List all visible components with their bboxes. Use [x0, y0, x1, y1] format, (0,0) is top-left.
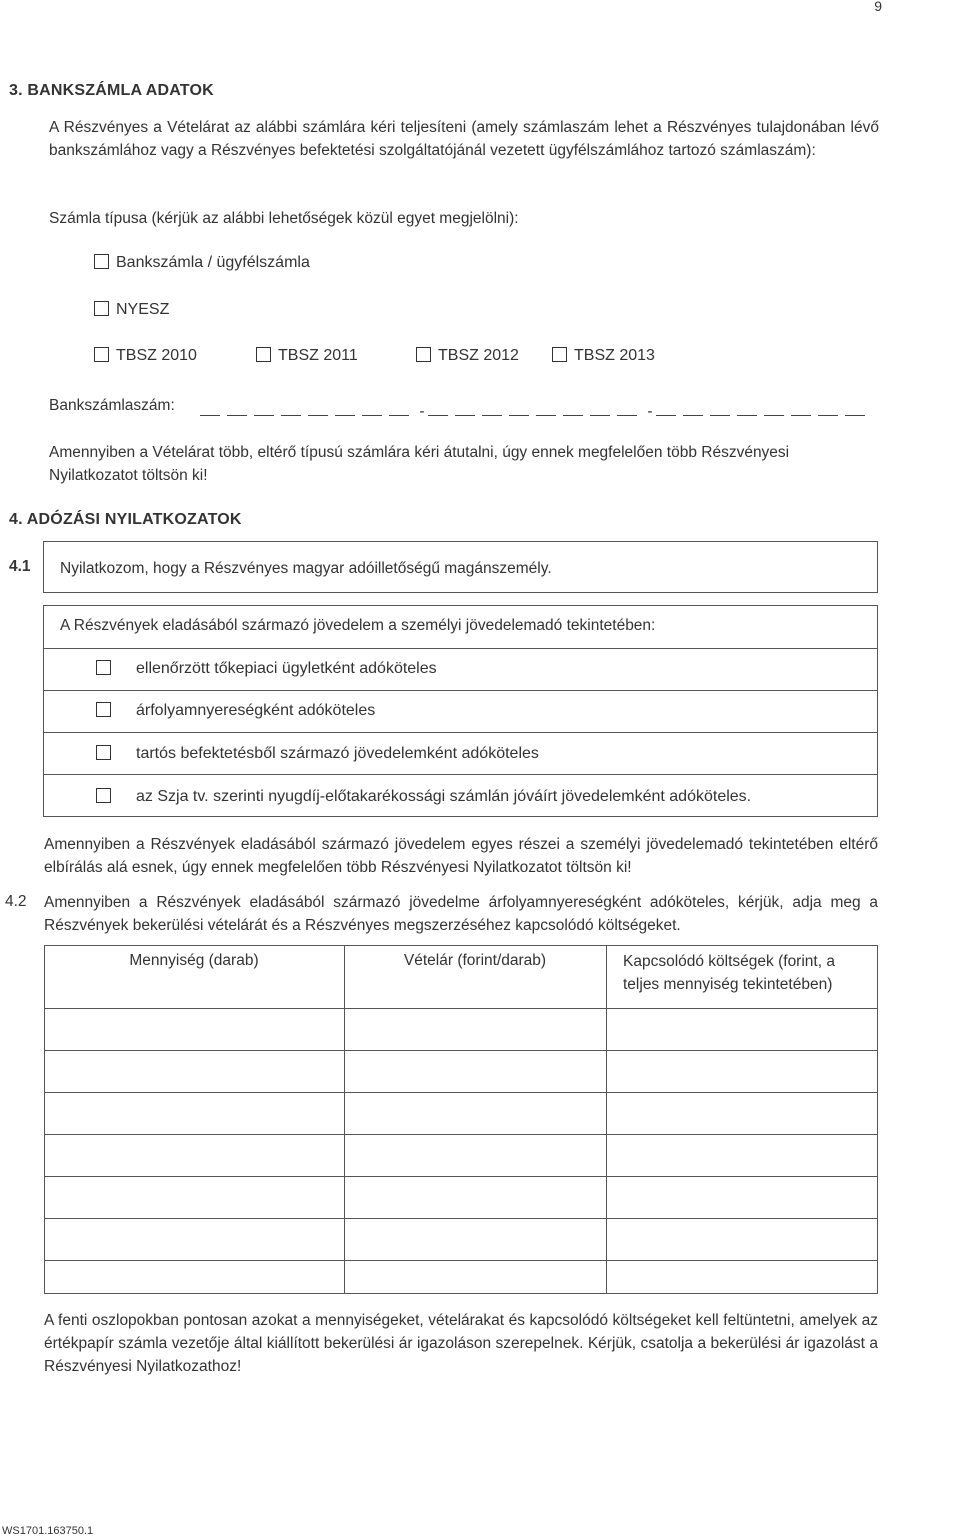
checkbox-capital-gains[interactable]: [96, 702, 111, 717]
option-tbsz-2013[interactable]: TBSZ 2013: [552, 347, 655, 365]
checkbox-tbsz-2013[interactable]: [552, 347, 567, 362]
column-header-related-costs: Kapcsolódó költségek (forint, a teljes mennyiség tekintetében): [623, 953, 835, 993]
option-nyesz[interactable]: NYESZ: [94, 301, 169, 319]
partial-income-note: Amennyiben a Részvények eladásából származó jövedelem egyes részei a személyi jövedelemadó tekintetében eltérő elbírálás alá esnek, úgy ennek megfelelően több Részvényesi Nyilatkozatot töltsön ki!: [44, 836, 878, 876]
section-3-heading: 3. BANKSZÁMLA ADATOK: [9, 82, 214, 99]
section-4-1-number: 4.1: [9, 558, 31, 575]
column-header-purchase-price: Vételár (forint/darab): [403, 952, 547, 969]
checkbox-nyesz[interactable]: [94, 301, 109, 316]
option-capital-gains[interactable]: árfolyamnyereségként adóköteles: [96, 702, 375, 720]
section-4-1-text: Nyilatkozom, hogy a Részvényes magyar adóilletőségű magánszemély.: [60, 560, 552, 577]
section-4-heading: 4. ADÓZÁSI NYILATKOZATOK: [9, 511, 242, 528]
option-long-term-investment[interactable]: tartós befektetésből származó jövedelemként adóköteles: [96, 745, 539, 763]
option-tbsz-2010[interactable]: TBSZ 2010: [94, 347, 197, 365]
account-type-prompt: Számla típusa (kérjük az alábbi lehetőségek közül egyet megjelölni):: [49, 210, 519, 227]
acquisition-cost-table: [44, 945, 878, 1294]
checkbox-tbsz-2010[interactable]: [94, 347, 109, 362]
option-tbsz-2011[interactable]: TBSZ 2011: [256, 347, 358, 365]
document-code: WS1701.163750.1: [2, 1525, 94, 1537]
section-4-2-number: 4.2: [5, 893, 27, 910]
section-3-intro: A Részvényes a Vételárat az alábbi számlára kéri teljesíteni (amely számlaszám lehet a Részvényes tulajdonában lévő bankszámlához vagy a Részvényes befektetési szolgáltatójánál vezetett ügyfélszámlához tartozó számlaszám):: [49, 119, 879, 159]
page-number: 9: [874, 0, 882, 14]
account-number-field[interactable]: - -: [200, 403, 872, 421]
checkbox-tbsz-2012[interactable]: [416, 347, 431, 362]
checkbox-pension-savings[interactable]: [96, 788, 111, 803]
option-pension-savings[interactable]: az Szja tv. szerinti nyugdíj-előtakarékossági számlán jóváírt jövedelemként adóköteles.: [96, 788, 751, 806]
section-4-2-text: Amennyiben a Részvények eladásából származó jövedelme árfolyamnyereségként adóköteles, kérjük, adja meg a Részvények bekerülési vételárát és a Részvényes megszerzéséhez kapcsolódó költségeket.: [44, 894, 878, 934]
income-tax-title: A Részvények eladásából származó jövedelem a személyi jövedelemadó tekintetében:: [60, 617, 656, 634]
option-tbsz-2012[interactable]: TBSZ 2012: [416, 347, 519, 365]
account-number-label: Bankszámlaszám:: [49, 397, 175, 414]
option-controlled-capital-market[interactable]: ellenőrzött tőkepiaci ügyletként adóköteles: [96, 660, 437, 678]
checkbox-controlled-capital-market[interactable]: [96, 660, 111, 675]
column-header-quantity: Mennyiség (darab): [129, 952, 259, 969]
final-note: A fenti oszlopokban pontosan azokat a mennyiségeket, vételárakat és kapcsolódó költségeket kell feltüntetni, amelyek az értékpapír számla vezetője által kiállított bekerülési ár igazoláson szerepelnek. Kérjük, csatolja a bekerülési ár igazolást a Részvényesi Nyilatkozathoz!: [44, 1312, 878, 1375]
checkbox-tbsz-2011[interactable]: [256, 347, 271, 362]
checkbox-long-term-investment[interactable]: [96, 745, 111, 760]
multiple-account-note: Amennyiben a Vételárat több, eltérő típusú számlára kéri átutalni, úgy ennek megfelelően több Részvényesi Nyilatkozatot töltsön ki!: [49, 444, 790, 484]
checkbox-bank-account[interactable]: [94, 254, 109, 269]
option-bank-account[interactable]: Bankszámla / ügyfélszámla: [94, 254, 310, 272]
